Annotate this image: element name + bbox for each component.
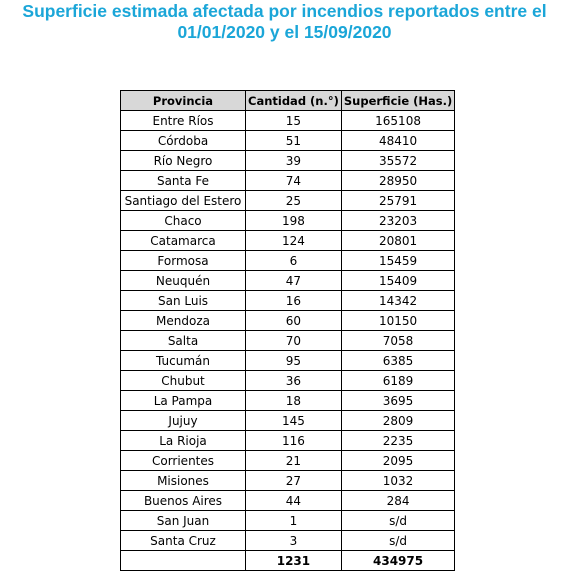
province-cell: Buenos Aires: [121, 491, 246, 511]
cantidad-cell: 21: [246, 451, 342, 471]
cantidad-cell: 25: [246, 191, 342, 211]
table-row: [121, 271, 455, 291]
table-row: [121, 131, 455, 151]
table-row: [121, 471, 455, 491]
table-row: [121, 511, 455, 531]
table-row: [121, 451, 455, 471]
table-row: [121, 211, 455, 231]
superficie-cell: 2809: [341, 411, 454, 431]
table-body: [121, 111, 455, 551]
superficie-cell: 25791: [341, 191, 454, 211]
superficie-cell: 284: [341, 491, 454, 511]
province-cell: Entre Ríos: [121, 111, 246, 131]
province-cell: Neuquén: [121, 271, 246, 291]
cantidad-cell: 47: [246, 271, 342, 291]
cantidad-cell: 145: [246, 411, 342, 431]
superficie-cell: 14342: [341, 291, 454, 311]
province-cell: San Juan: [121, 511, 246, 531]
province-cell: Mendoza: [121, 311, 246, 331]
superficie-cell: 1032: [341, 471, 454, 491]
table-row: [121, 191, 455, 211]
superficie-cell: 35572: [341, 151, 454, 171]
cantidad-cell: 6: [246, 251, 342, 271]
superficie-cell: 165108: [341, 111, 454, 131]
superficie-cell: 23203: [341, 211, 454, 231]
table-row: [121, 531, 455, 551]
province-cell: Formosa: [121, 251, 246, 271]
superficie-cell: 10150: [341, 311, 454, 331]
superficie-cell: s/d: [341, 511, 454, 531]
province-cell: Jujuy: [121, 411, 246, 431]
total-cantidad: 1231: [246, 551, 342, 571]
superficie-cell: 2235: [341, 431, 454, 451]
superficie-cell: 2095: [341, 451, 454, 471]
table-row: [121, 251, 455, 271]
superficie-cell: 6189: [341, 371, 454, 391]
cantidad-cell: 18: [246, 391, 342, 411]
province-cell: Chaco: [121, 211, 246, 231]
table-row: [121, 351, 455, 371]
cantidad-cell: 27: [246, 471, 342, 491]
province-cell: Chubut: [121, 371, 246, 391]
superficie-cell: 7058: [341, 331, 454, 351]
cantidad-cell: 74: [246, 171, 342, 191]
total-superficie: 434975: [341, 551, 454, 571]
province-cell: Salta: [121, 331, 246, 351]
province-cell: Corrientes: [121, 451, 246, 471]
table-row: [121, 311, 455, 331]
title-line-1: Superficie estimada afectada por incendios reportados entre el: [22, 1, 547, 21]
superficie-cell: 6385: [341, 351, 454, 371]
table-row: [121, 371, 455, 391]
cantidad-cell: 36: [246, 371, 342, 391]
table-row: [121, 111, 455, 131]
cantidad-cell: 198: [246, 211, 342, 231]
cantidad-cell: 116: [246, 431, 342, 451]
table-row: [121, 411, 455, 431]
cantidad-cell: 39: [246, 151, 342, 171]
table-row: [121, 171, 455, 191]
province-cell: Córdoba: [121, 131, 246, 151]
province-cell: Santa Fe: [121, 171, 246, 191]
superficie-cell: 15409: [341, 271, 454, 291]
page-title: [0, 1, 569, 43]
province-cell: San Luis: [121, 291, 246, 311]
superficie-cell: 20801: [341, 231, 454, 251]
superficie-cell: 48410: [341, 131, 454, 151]
cantidad-cell: 44: [246, 491, 342, 511]
table-header-row: [121, 91, 455, 111]
province-cell: Tucumán: [121, 351, 246, 371]
table-row: [121, 431, 455, 451]
cantidad-cell: 1: [246, 511, 342, 531]
cantidad-cell: 60: [246, 311, 342, 331]
cantidad-cell: 124: [246, 231, 342, 251]
province-cell: La Pampa: [121, 391, 246, 411]
table-row: [121, 151, 455, 171]
superficie-cell: s/d: [341, 531, 454, 551]
total-row: [121, 551, 455, 571]
province-cell: Santa Cruz: [121, 531, 246, 551]
province-cell: Misiones: [121, 471, 246, 491]
fires-table: [120, 90, 455, 571]
header-superficie: Superficie (Has.): [341, 91, 454, 111]
total-label-cell: [121, 551, 246, 571]
cantidad-cell: 51: [246, 131, 342, 151]
province-cell: Santiago del Estero: [121, 191, 246, 211]
cantidad-cell: 70: [246, 331, 342, 351]
cantidad-cell: 95: [246, 351, 342, 371]
table-row: [121, 331, 455, 351]
province-cell: Catamarca: [121, 231, 246, 251]
table-row: [121, 491, 455, 511]
superficie-cell: 3695: [341, 391, 454, 411]
cantidad-cell: 3: [246, 531, 342, 551]
superficie-cell: 28950: [341, 171, 454, 191]
superficie-cell: 15459: [341, 251, 454, 271]
table-row: [121, 291, 455, 311]
cantidad-cell: 15: [246, 111, 342, 131]
title-line-2: 01/01/2020 y el 15/09/2020: [177, 22, 392, 42]
table-row: [121, 231, 455, 251]
header-cantidad: Cantidad (n.°): [246, 91, 342, 111]
cantidad-cell: 16: [246, 291, 342, 311]
table-row: [121, 391, 455, 411]
header-provincia: Provincia: [121, 91, 246, 111]
province-cell: La Rioja: [121, 431, 246, 451]
province-cell: Río Negro: [121, 151, 246, 171]
